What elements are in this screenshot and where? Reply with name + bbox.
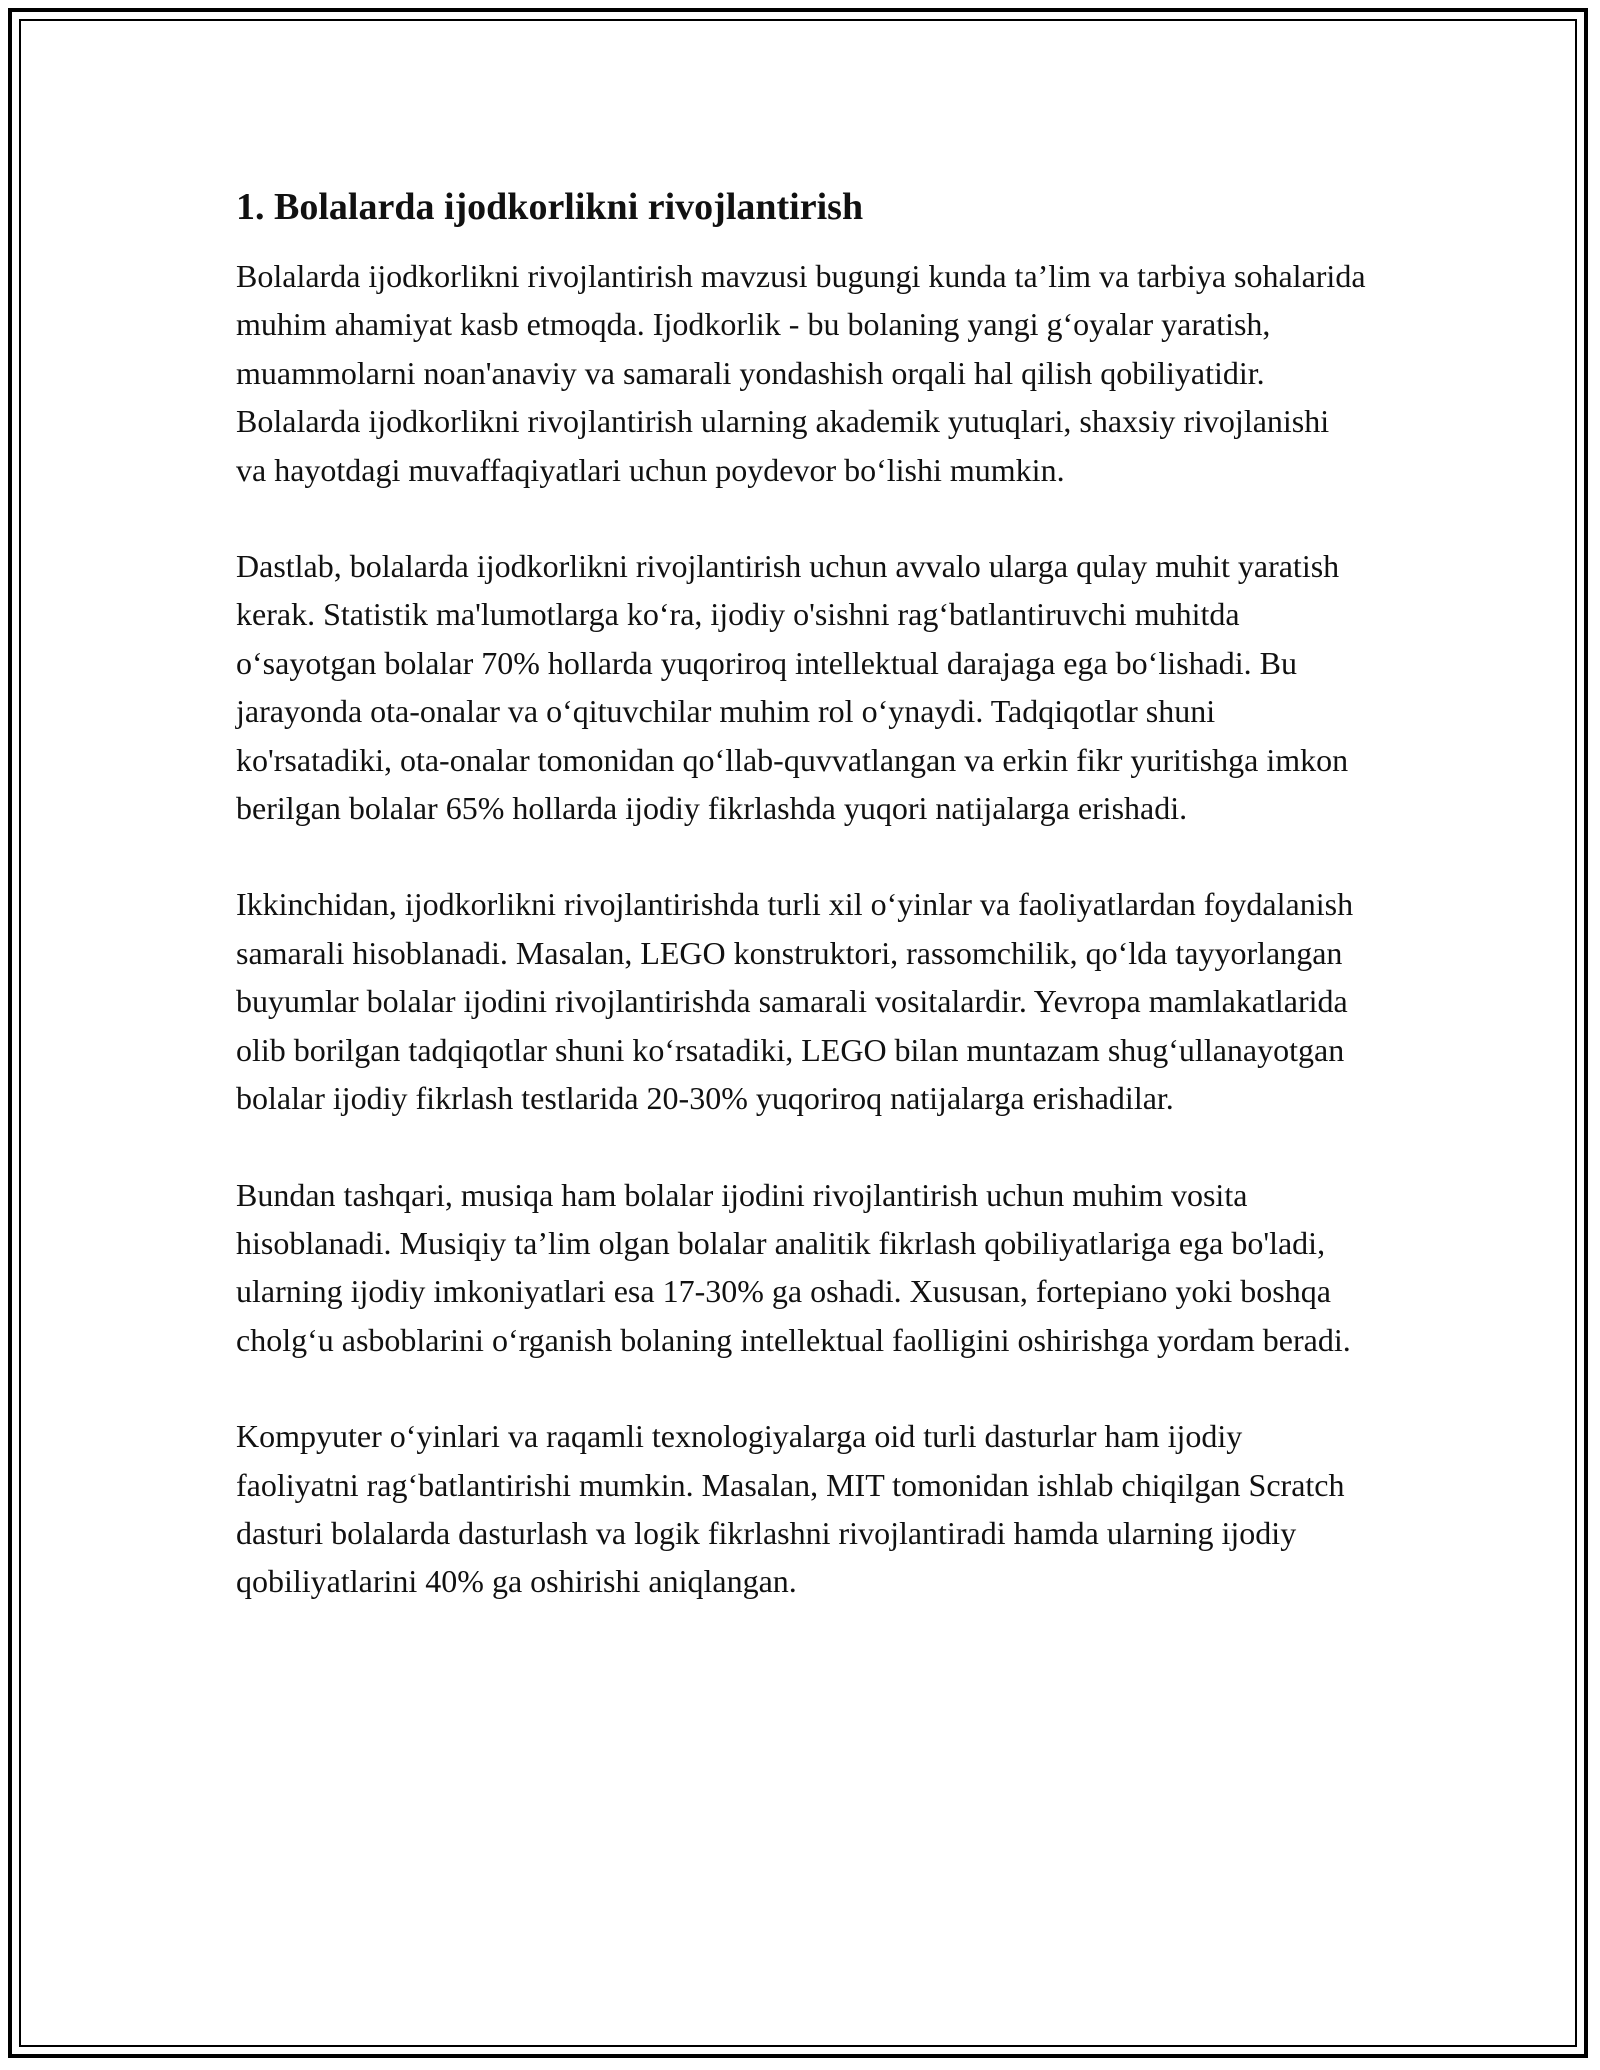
section-heading: 1. Bolalarda ijodkorlikni rivojlantirish <box>236 186 864 228</box>
paragraph-technology: Kompyuter o‘yinlari va raqamli texnologiyalarga oid turli dasturlar ham ijodiy faoliyatni rag‘batlantirishi mumkin. Masalan, MIT tomonidan ishlab chiqilgan Scratch dasturi bolalarda dasturlash va logik fikrlashni rivojlantiradi hamda ularning ijodiy qobiliyatlarini 40% ga oshirishi aniqlangan. <box>236 1418 1345 1600</box>
paragraph-music: Bundan tashqari, musiqa ham bolalar ijodini rivojlantirish uchun muhim vosita hisoblanadi. Musiqiy ta’lim olgan bolalar analitik fikrlash qobiliyatlariga ega bo'ladi, ularning ijodiy imkoniyatlari esa 17-30% ga oshadi. Xususan, fortepiano yoki boshqa cholg‘u asboblarini o‘rganish bolaning intellektual faolligini oshirishga yordam beradi. <box>236 1176 1351 1358</box>
paragraph-games: Ikkinchidan, ijodkorlikni rivojlantirishda turli xil o‘yinlar va faoliyatlardan foydalanish samarali hisoblanadi. Masalan, LEGO konstruktori, rassomchilik, qo‘lda tayyorlangan buyumlar bolalar ijodini rivojlantirishda samarali vositalardir. Yevropa mamlakatlarida olib borilgan tadqiqotlar shuni ko‘rsatadiki, LEGO bilan muntazam shug‘ullanayotgan bolalar ijodiy fikrlash testlarida 20-30% yuqoriroq natijalarga erishadilar. <box>236 886 1354 1117</box>
paragraph-environment: Dastlab, bolalarda ijodkorlikni rivojlantirish uchun avvalo ularga qulay muhit yaratish kerak. Statistik ma'lumotlarga ko‘ra, ijodiy o'sishni rag‘batlantiruvchi muhitda o‘sayotgan bolalar 70% hollarda yuqoriroq intellektual darajaga ega bo‘lishadi. Bu jarayonda ota-onalar va o‘qituvchilar muhim rol o‘ynaydi. Tadqiqotlar shuni ko'rsatadiki, ota-onalar tomonidan qo‘llab-quvvatlangan va erkin fikr yuritishga imkon berilgan bolalar 65% hollarda ijodiy fikrlashda yuqori natijalarga erishadi. <box>236 548 1349 827</box>
paragraph-intro: Bolalarda ijodkorlikni rivojlantirish mavzusi bugungi kunda ta’lim va tarbiya sohalarida muhim ahamiyat kasb etmoqda. Ijodkorlik - bu bolaning yangi g‘oyalar yaratish, muammolarni noan'anaviy va samarali yondashish orqali hal qilish qobiliyatidir. Bolalarda ijodkorlikni rivojlantirish ularning akademik yutuqlari, shaxsiy rivojlanishi va hayotdagi muvaffaqiyatlari uchun poydevor bo‘lishi mumkin. <box>236 258 1366 488</box>
document-body <box>236 184 1366 1654</box>
